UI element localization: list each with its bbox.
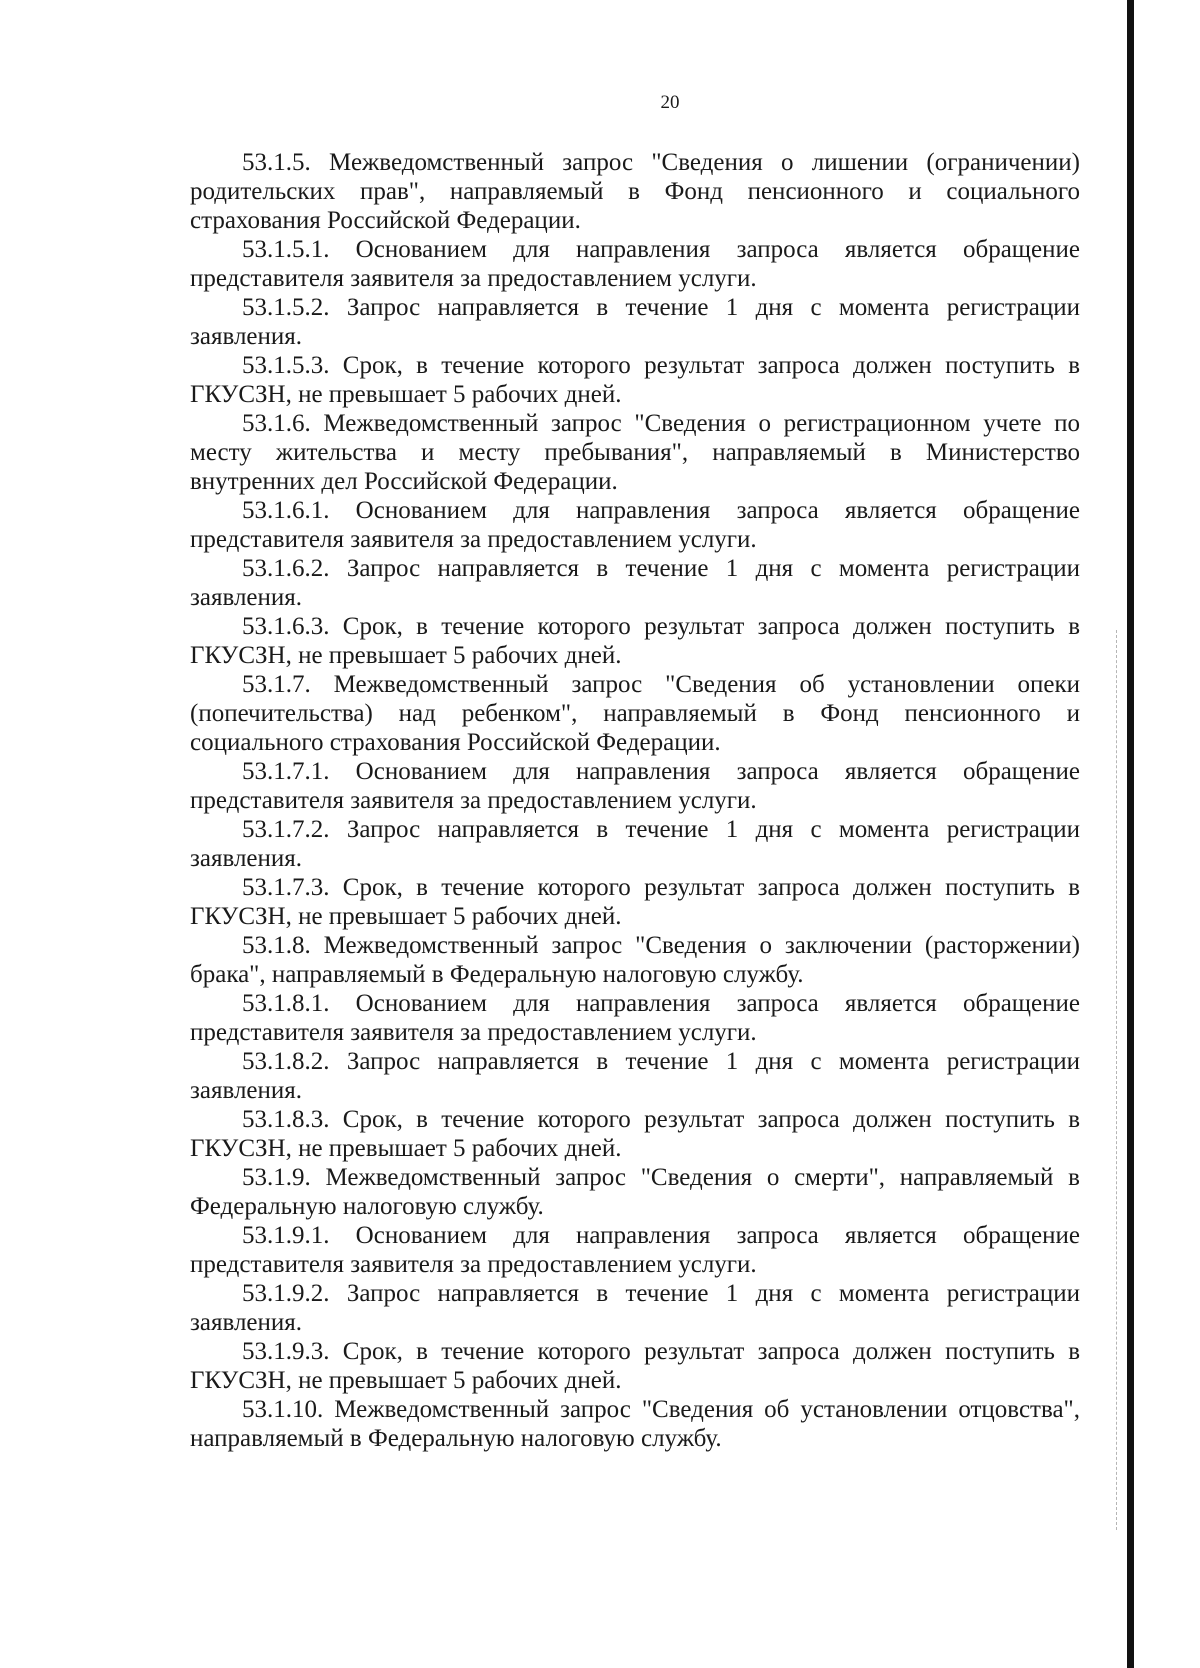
page-number: 20	[660, 92, 680, 113]
paragraph-53-1-6-3: 53.1.6.3. Срок, в течение которого результат запроса должен поступить в ГКУСЗН, не превышает 5 рабочих дней.	[190, 613, 1080, 669]
paragraph-53-1-9-1: 53.1.9.1. Основанием для направления запроса является обращение представителя заявителя за предоставлением услуги.	[190, 1222, 1080, 1278]
paragraph-53-1-5-3: 53.1.5.3. Срок, в течение которого результат запроса должен поступить в ГКУСЗН, не превышает 5 рабочих дней.	[190, 352, 1080, 408]
paragraph-53-1-7-2: 53.1.7.2. Запрос направляется в течение 1 дня с момента регистрации заявления.	[190, 816, 1080, 872]
paragraph-53-1-8-2: 53.1.8.2. Запрос направляется в течение 1 дня с момента регистрации заявления.	[190, 1048, 1080, 1104]
scan-edge-faint-line	[1116, 630, 1118, 1530]
paragraph-53-1-9: 53.1.9. Межведомственный запрос "Сведения о смерти", направляемый в Федеральную налоговую службу.	[190, 1164, 1080, 1220]
paragraph-53-1-7-3: 53.1.7.3. Срок, в течение которого результат запроса должен поступить в ГКУСЗН, не превышает 5 рабочих дней.	[190, 874, 1080, 930]
paragraph-53-1-5-1: 53.1.5.1. Основанием для направления запроса является обращение представителя заявителя за предоставлением услуги.	[190, 236, 1080, 292]
paragraph-53-1-5-2: 53.1.5.2. Запрос направляется в течение 1 дня с момента регистрации заявления.	[190, 294, 1080, 350]
paragraph-53-1-8-1: 53.1.8.1. Основанием для направления запроса является обращение представителя заявителя за предоставлением услуги.	[190, 990, 1080, 1046]
document-body	[190, 148, 1080, 1453]
paragraph-53-1-6-1: 53.1.6.1. Основанием для направления запроса является обращение представителя заявителя за предоставлением услуги.	[190, 497, 1080, 553]
paragraph-53-1-6: 53.1.6. Межведомственный запрос "Сведения о регистрационном учете по месту жительства и месту пребывания", направляемый в Министерство внутренних дел Российской Федерации.	[190, 410, 1080, 495]
paragraph-53-1-7: 53.1.7. Межведомственный запрос "Сведения об установлении опеки (попечительства) над ребенком", направляемый в Фонд пенсионного и социального страхования Российской Федерации.	[190, 671, 1080, 756]
scan-edge-line	[1127, 0, 1134, 1668]
paragraph-53-1-9-2: 53.1.9.2. Запрос направляется в течение 1 дня с момента регистрации заявления.	[190, 1280, 1080, 1336]
paragraph-53-1-10: 53.1.10. Межведомственный запрос "Сведения об установлении отцовства", направляемый в Федеральную налоговую службу.	[190, 1396, 1080, 1452]
paragraph-53-1-9-3: 53.1.9.3. Срок, в течение которого результат запроса должен поступить в ГКУСЗН, не превышает 5 рабочих дней.	[190, 1338, 1080, 1394]
paragraph-53-1-8: 53.1.8. Межведомственный запрос "Сведения о заключении (расторжении) брака", направляемый в Федеральную налоговую службу.	[190, 932, 1080, 988]
paragraph-53-1-6-2: 53.1.6.2. Запрос направляется в течение 1 дня с момента регистрации заявления.	[190, 555, 1080, 611]
paragraph-53-1-5: 53.1.5. Межведомственный запрос "Сведения о лишении (ограничении) родительских прав", направляемый в Фонд пенсионного и социального страхования Российской Федерации.	[190, 149, 1080, 234]
paragraph-53-1-8-3: 53.1.8.3. Срок, в течение которого результат запроса должен поступить в ГКУСЗН, не превышает 5 рабочих дней.	[190, 1106, 1080, 1162]
paragraph-53-1-7-1: 53.1.7.1. Основанием для направления запроса является обращение представителя заявителя за предоставлением услуги.	[190, 758, 1080, 814]
